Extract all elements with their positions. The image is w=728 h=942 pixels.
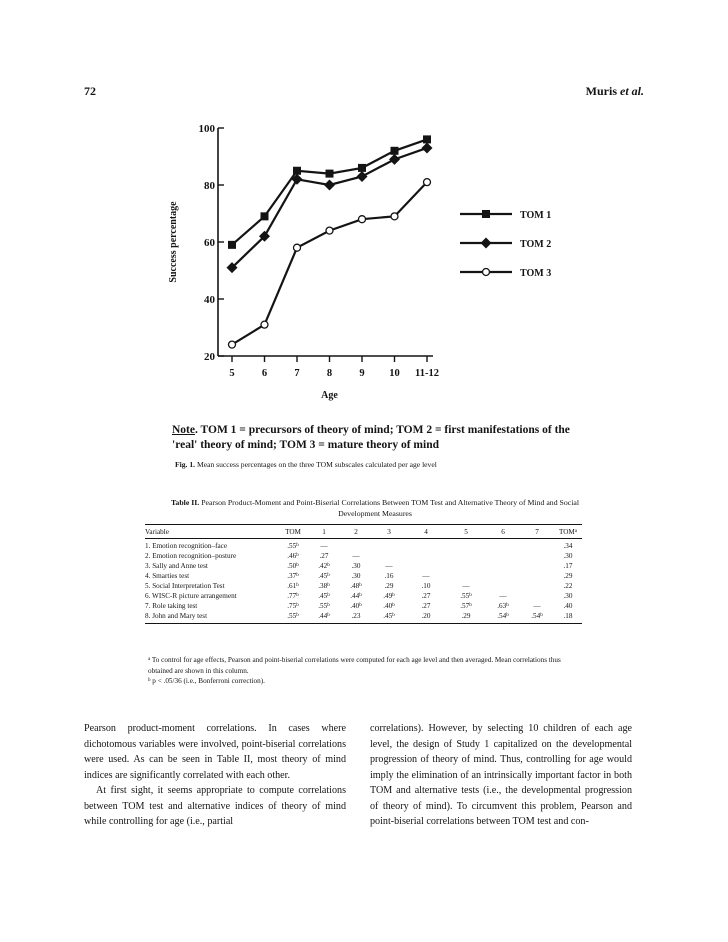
table-cell-variable: 6. WISC-R picture arrangement — [145, 592, 237, 600]
cell-value: .49 — [383, 592, 393, 600]
table-cell — [486, 571, 520, 581]
table-cell — [340, 601, 372, 611]
cell-value: .17 — [563, 562, 573, 570]
table-cell — [278, 591, 308, 601]
cell-value: .44 — [350, 592, 360, 600]
table-cell-variable: 8. John and Mary test — [145, 612, 208, 620]
data-point — [324, 180, 335, 191]
legend-marker — [481, 238, 492, 249]
cell-value: .23 — [351, 612, 361, 620]
cell-value: .18 — [563, 612, 573, 620]
cell-value: .40 — [383, 602, 393, 610]
table-title-label: Table II. — [170, 498, 200, 507]
series-line — [232, 182, 427, 344]
cell-value: .55 — [287, 612, 297, 620]
cell-value: .34 — [563, 542, 573, 550]
cell-value: .16 — [384, 572, 394, 580]
cell-value: .55 — [287, 542, 297, 550]
column-header-text: TOM — [558, 527, 575, 536]
footnote-mark: b — [392, 593, 395, 598]
data-point — [358, 164, 366, 172]
cell-value: .37 — [287, 572, 297, 580]
cell-value: .44 — [318, 612, 328, 620]
table-cell — [406, 539, 446, 552]
x-axis-label: Age — [321, 390, 338, 401]
table-row — [145, 571, 582, 581]
table-cell — [372, 551, 406, 561]
cell-value: .20 — [421, 612, 431, 620]
cell-value: — — [499, 592, 507, 600]
table-cell — [372, 561, 406, 571]
data-point — [422, 142, 433, 153]
footnote-mark: b — [359, 593, 362, 598]
table-cell — [554, 591, 582, 601]
table-cell-variable: 1. Emotion recognition–face — [145, 542, 228, 550]
footnote-mark: b — [296, 603, 299, 608]
footnote-mark: b — [392, 603, 395, 608]
table-cell — [520, 581, 554, 591]
cell-value: .22 — [563, 582, 573, 590]
body-paragraph: correlations). However, by selecting 10 children of each age level, the design of Study 1 capitalized on the developmental progression of theory of mind. Thus, controlling for age would imply the elimination of an intrinsically important factor in both TOM and alternative tests (i.e., the developmental progression of theory of mind). To circumvent this problem, Pearson and point-biserial correlations between TOM test and con- — [370, 723, 632, 827]
data-point — [261, 212, 269, 220]
footnote-mark: b — [296, 583, 299, 588]
legend-label: TOM 3 — [520, 268, 552, 279]
footnote-mark: b — [296, 553, 299, 558]
table-cell — [278, 581, 308, 591]
table-cell-variable: 5. Social Interpretation Test — [145, 582, 225, 590]
data-point — [359, 216, 366, 223]
footnote-mark: b — [327, 583, 330, 588]
cell-value: .30 — [351, 562, 361, 570]
cell-value: .40 — [350, 602, 360, 610]
cell-value: .55 — [318, 602, 328, 610]
footnote-mark: b — [506, 613, 509, 618]
table-cell — [486, 591, 520, 601]
cell-value: — — [422, 572, 430, 580]
data-point — [293, 167, 301, 175]
table-cell — [554, 601, 582, 611]
column-header: 3 — [387, 527, 391, 536]
table-cell — [406, 591, 446, 601]
table-cell — [340, 551, 372, 561]
table-cell — [308, 571, 340, 581]
data-point — [423, 135, 431, 143]
y-tick-label: 100 — [198, 123, 215, 135]
cell-value: .55 — [460, 592, 470, 600]
table-cell — [554, 611, 582, 624]
cell-value: .27 — [319, 552, 329, 560]
table-cell — [520, 591, 554, 601]
footnote-mark: a — [574, 528, 578, 534]
cell-value: .38 — [318, 582, 328, 590]
cell-value: .30 — [351, 572, 361, 580]
cell-value: .45 — [383, 612, 393, 620]
cell-value: .48 — [350, 582, 360, 590]
table-cell — [446, 551, 486, 561]
table-cell — [308, 611, 340, 624]
figure-caption — [175, 460, 595, 469]
table-row — [145, 539, 582, 552]
table-cell — [278, 611, 308, 624]
table-cell — [308, 591, 340, 601]
cell-value: .29 — [461, 612, 471, 620]
legend-label: TOM 1 — [520, 210, 552, 221]
data-point — [389, 154, 400, 165]
cell-value: .54 — [497, 612, 507, 620]
table-cell — [486, 581, 520, 591]
footnote-mark: b — [392, 613, 395, 618]
cell-value: .40 — [563, 602, 573, 610]
column-header: 4 — [424, 527, 428, 536]
cell-value: .75 — [287, 602, 297, 610]
figure-caption-label: Fig. 1. — [175, 460, 196, 469]
table-cell — [340, 581, 372, 591]
running-head — [586, 84, 644, 99]
table-cell — [520, 539, 554, 552]
table-body — [145, 539, 582, 624]
table-cell — [340, 591, 372, 601]
table-cell — [554, 581, 582, 591]
data-point — [357, 171, 368, 182]
table-row — [145, 551, 582, 561]
footnote-mark: b — [148, 678, 151, 683]
footnote-mark: b — [469, 603, 472, 608]
legend-label: TOM 2 — [520, 239, 552, 250]
cell-value: — — [320, 542, 328, 550]
footnote-mark: b — [296, 573, 299, 578]
footnote-mark: a — [148, 657, 151, 662]
column-header: 7 — [535, 527, 539, 536]
data-point — [294, 244, 301, 251]
footnote-mark: b — [327, 613, 330, 618]
column-header: TOM — [285, 527, 301, 536]
table-cell — [372, 601, 406, 611]
cell-value: .63 — [497, 602, 507, 610]
table-cell — [372, 611, 406, 624]
cell-value: .45 — [318, 572, 328, 580]
table-cell — [446, 571, 486, 581]
y-tick-label: 60 — [204, 237, 215, 249]
table-cell — [372, 581, 406, 591]
cell-value: .27 — [421, 592, 431, 600]
table-cell — [446, 539, 486, 552]
table-row — [145, 561, 582, 571]
table-cell-variable: 7. Role taking test — [145, 602, 198, 610]
cell-value: — — [533, 602, 541, 610]
table-cell — [486, 539, 520, 552]
column-header: 6 — [501, 527, 505, 536]
table-cell — [520, 561, 554, 571]
table-cell — [554, 571, 582, 581]
table-cell — [554, 539, 582, 552]
data-point — [391, 213, 398, 220]
figure-caption-text: Mean success percentages on the three TOM subscales calculated per age level — [195, 460, 437, 469]
table-note-text: p < .05/36 (i.e., Bonferroni correction). — [150, 677, 265, 685]
body-paragraph: At first sight, it seems appropriate to compute correlations between TOM test and alternative indices of theory of mind while controlling for age (i.e., partial — [84, 785, 346, 827]
figure-1-chart — [150, 110, 600, 410]
table-cell — [372, 591, 406, 601]
table-cell — [278, 561, 308, 571]
table-cell — [554, 551, 582, 561]
data-point — [229, 341, 236, 348]
cell-value: .29 — [384, 582, 394, 590]
footnote-mark: b — [296, 563, 299, 568]
table-row — [145, 581, 582, 591]
table-cell-variable: 4. Smarties test — [145, 572, 190, 580]
x-tick-label: 7 — [294, 368, 300, 379]
x-tick-label: 5 — [229, 368, 235, 379]
footnote-mark: b — [540, 613, 543, 618]
table-cell — [406, 611, 446, 624]
cell-value: .27 — [421, 602, 431, 610]
cell-value: .10 — [421, 582, 431, 590]
cell-value: .30 — [563, 592, 573, 600]
footnote-mark: b — [327, 563, 330, 568]
running-head-authors: Muris — [585, 84, 620, 98]
footnote-mark: b — [327, 593, 330, 598]
table-cell-variable: 2. Emotion recognition–posture — [145, 552, 237, 560]
table-cell — [446, 581, 486, 591]
running-head-etal: et al. — [620, 84, 644, 98]
column-header — [554, 525, 582, 539]
table-cell — [340, 571, 372, 581]
data-point — [228, 241, 236, 249]
y-tick-label: 80 — [204, 180, 215, 192]
table-row — [145, 611, 582, 624]
table-row — [145, 591, 582, 601]
note-text: . TOM 1 = precursors of theory of mind; TOM 2 = first manifestations of the 'real' theory of mind; TOM 3 = mature theory of mind — [172, 424, 570, 451]
table-cell — [372, 571, 406, 581]
table-row — [145, 601, 582, 611]
table-cell — [520, 571, 554, 581]
table-title-text: Pearson Product-Moment and Point-Biserial Correlations Between TOM Test and Alternative Theory of Mind and Social Development Measures — [199, 498, 580, 518]
table-cell — [308, 551, 340, 561]
table-ii — [145, 524, 582, 624]
table-cell — [406, 581, 446, 591]
data-point — [261, 321, 268, 328]
table-cell — [340, 561, 372, 571]
column-header: Variable — [145, 527, 169, 536]
table-cell — [486, 551, 520, 561]
x-tick-label: 11-12 — [415, 368, 439, 379]
x-tick-label: 10 — [389, 368, 400, 379]
table-title — [150, 497, 600, 519]
table-note — [148, 655, 584, 676]
x-tick-label: 8 — [326, 368, 333, 379]
y-tick-label: 20 — [204, 351, 215, 363]
cell-value: .30 — [563, 552, 573, 560]
body-column-right — [370, 721, 632, 830]
table-cell — [520, 601, 554, 611]
data-point — [424, 179, 431, 186]
page-number: 72 — [84, 84, 96, 98]
cell-value: — — [462, 582, 470, 590]
column-header: 5 — [464, 527, 468, 536]
table-note-text: To control for age effects, Pearson and point-biserial correlations were computed for each age level and then averaged. Mean correlations thus obtained are shown in this column. — [148, 656, 561, 675]
cell-value: .29 — [563, 572, 573, 580]
cell-value: .77 — [287, 592, 297, 600]
table-cell — [446, 561, 486, 571]
footnote-mark: b — [296, 543, 299, 548]
table-cell — [278, 571, 308, 581]
cell-value: .45 — [318, 592, 328, 600]
table-note — [148, 676, 584, 687]
footnote-mark: b — [327, 603, 330, 608]
legend-marker — [482, 210, 490, 218]
cell-value: .54 — [531, 612, 541, 620]
table-cell — [446, 591, 486, 601]
table-cell — [278, 551, 308, 561]
table-cell — [372, 539, 406, 552]
table-cell — [554, 561, 582, 571]
cell-value: .61 — [287, 582, 297, 590]
correlation-table — [145, 524, 582, 624]
footnote-mark: b — [469, 593, 472, 598]
table-cell — [520, 611, 554, 624]
data-point — [326, 170, 334, 178]
cell-value: .46 — [287, 552, 297, 560]
table-cell — [486, 611, 520, 624]
x-tick-label: 9 — [359, 368, 365, 379]
data-point — [391, 147, 399, 155]
body-column-left — [84, 721, 346, 830]
column-header: 2 — [354, 527, 358, 536]
footnote-mark: b — [359, 603, 362, 608]
table-cell — [340, 539, 372, 552]
table-cell — [406, 551, 446, 561]
table-cell — [278, 601, 308, 611]
figure-note — [172, 423, 572, 453]
table-cell — [446, 611, 486, 624]
note-lead: Note — [172, 424, 195, 436]
table-cell — [406, 571, 446, 581]
table-cell — [308, 561, 340, 571]
data-point — [326, 227, 333, 234]
footnote-mark: b — [296, 593, 299, 598]
table-cell — [486, 601, 520, 611]
cell-value: — — [385, 562, 393, 570]
cell-value: .50 — [287, 562, 297, 570]
table-notes — [148, 655, 584, 687]
body-paragraph: Pearson product-moment correlations. In cases where dichotomous variables were involved, point-biserial correlations were used. As can be seen in Table II, most theory of mind indices are significantly correlated with each other. — [84, 723, 346, 781]
y-tick-label: 40 — [204, 294, 215, 306]
footnote-mark: b — [296, 613, 299, 618]
column-header: 1 — [322, 527, 326, 536]
cell-value: .57 — [460, 602, 470, 610]
footnote-mark: b — [359, 583, 362, 588]
legend-marker — [483, 269, 490, 276]
table-header-row — [145, 525, 582, 539]
x-tick-label: 6 — [261, 368, 268, 379]
table-cell — [340, 611, 372, 624]
footnote-mark: b — [506, 603, 509, 608]
y-axis-label: Success percentage — [168, 201, 179, 283]
cell-value: — — [352, 552, 360, 560]
table-cell — [308, 539, 340, 552]
table-cell — [278, 539, 308, 552]
table-cell — [308, 601, 340, 611]
table-cell — [520, 551, 554, 561]
series-line — [232, 148, 427, 268]
footnote-mark: b — [327, 573, 330, 578]
table-cell — [446, 601, 486, 611]
table-cell — [308, 581, 340, 591]
table-cell — [486, 561, 520, 571]
table-cell — [406, 561, 446, 571]
table-cell — [406, 601, 446, 611]
cell-value: .42 — [318, 562, 328, 570]
table-cell-variable: 3. Sally and Anne test — [145, 562, 208, 570]
